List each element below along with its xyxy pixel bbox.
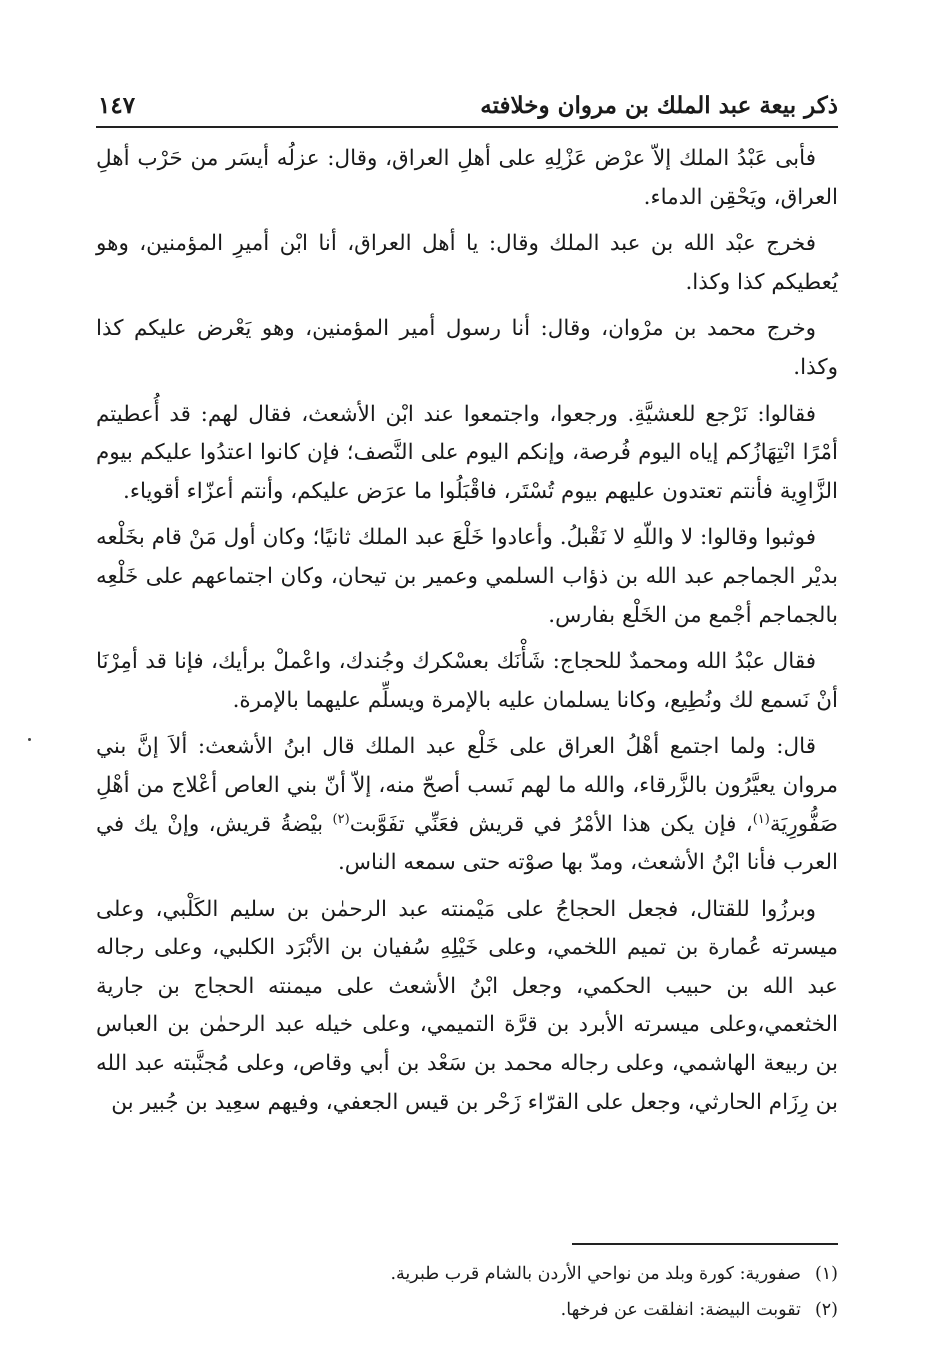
- header-rule: [96, 126, 838, 128]
- paragraph-text: بيْضةُ قريش، وإنْ يك في العرب فأنا ابْنُ الأشعث، ومدّ بها صوْته حتى سمعه الناس.: [96, 811, 838, 876]
- footnote: [96, 1256, 838, 1292]
- footnote-rule: [572, 1243, 838, 1245]
- paragraph: فخرج عبْد الله بن عبد الملك وقال: يا أهل العراق، أنا ابْن أميرِ المؤمنين، وهو يُعطيكم كذا وكذا.: [96, 231, 838, 295]
- paragraph: فأبى عَبْدُ الملك إلاّ عرْض عَزْلِهِ على أهلِ العراق، وقال: عزلُه أيسَر من حَرْب أهلِ العراق، ويَحْقِن الدماء.: [96, 146, 838, 210]
- footnote-number: (١): [814, 1264, 838, 1284]
- margin-speck: [28, 738, 31, 741]
- paragraph: فوثبوا وقالوا: لا واللّهِ لا نَقْبلُ. وأعادوا خَلْعَ عبد الملك ثانيًا؛ وكان أول مَنْ قام بخَلْعه بديْر الجماجم عبد الله بن ذؤاب السلمي وعمير بن تيحان، وكان اجتماعهم على خَلْعِه بالجماجم أجْمع من الخَلْع بفارس.: [96, 525, 838, 628]
- footnote-ref: (٢): [332, 811, 350, 827]
- page-number: ١٤٧: [98, 92, 136, 119]
- main-text: [96, 140, 838, 1130]
- paragraph-text: ، فإن يكن هذا الأمْرُ في قريش فعَنِّي تفَوَّبت: [349, 811, 753, 837]
- paragraph: وبرزُوا للقتال، فجعل الحجاجُ على مَيْمنته عبد الرحمٰن بن سليم الكَلْبي، وعلى ميسرته عُمارة بن تميم اللخمي، وعلى خَيْلِهِ سُفيان بن الأبْرَد الكلبي، وعلى رجاله عبد الله بن حبيب الحكمي، وجعل ابْنُ الأشعث على ميمنته الحجاج بن جارية الخثعمي،وعلى ميسرته الأبرد بن قرَّة التميمي، وعلى خيله عبد الرحمٰن بن العباس بن ربيعة الهاشمي، وعلى رجاله محمد بن سَعْد بن أبي وقاص، وعلى مُجنَّبته عبد الله بن رِزَام الحارثي، وجعل على القرّاء زَحْر بن قيس الجعفي، وفيهم سعِيد بن جُبير بن: [96, 896, 838, 1115]
- footnote: [96, 1292, 838, 1328]
- chapter-title: ذكر بيعة عبد الملك بن مروان وخلافته: [480, 92, 838, 119]
- running-header: [96, 88, 838, 126]
- paragraph: [96, 728, 838, 882]
- footnote-ref: (١): [752, 811, 770, 827]
- footnote-number: (٢): [814, 1300, 838, 1320]
- paragraph: فقالوا: نَرْجع للعشيَّةِ. ورجعوا، واجتمعوا عند ابْن الأشعث، فقال لهم: قد أُعطيتم أمْرًا انْتِهَازُكم إياه اليوم فُرصة، وإنكم اليوم على النَّصف؛ فإن كانوا اعتدُوا عليكم بيوم الزَّاوِية فأنتم تعتدون عليهم بيوم تُسْتَر، فاقْبَلُوا ما عرَض عليكم، وأنتم أعزّاء أقوياء.: [96, 401, 838, 504]
- footnote-text: صفورية: كورة وبلد من نواحي الأردن بالشام قرب طبرية.: [390, 1264, 801, 1284]
- footnotes: [96, 1256, 838, 1328]
- paragraph: فقال عبْدُ الله ومحمدٌ للحجاج: شَأْنَك بعسْكرك وجُندك، واعْملْ برأيك، فإنا قد أمِرْنَا أنْ نَسمع لك ونُطِيع، وكانا يسلمان عليه بالإمرة ويسلِّم عليهما بالإمرة.: [96, 649, 838, 713]
- paragraph: وخرج محمد بن مرْوان، وقال: أنا رسول أمير المؤمنين، وهو يَعْرض عليكم كذا وكذا.: [96, 316, 838, 380]
- paragraph-text: قال: ولما اجتمع أهْلُ العراق على خَلْع عبد الملك قال ابنُ الأشعث: ألاَ إنَّ بني مروان يعيَّرُون بالزَّرقاء، والله ما لهم نَسب أصحّ منه، إلاّ أنّ بني العاص أعْلاج من أهْلِ صَفُّورِيَة: [96, 734, 838, 837]
- footnote-text: تقوبت البيضة: انفلقت عن فرخها.: [560, 1300, 801, 1320]
